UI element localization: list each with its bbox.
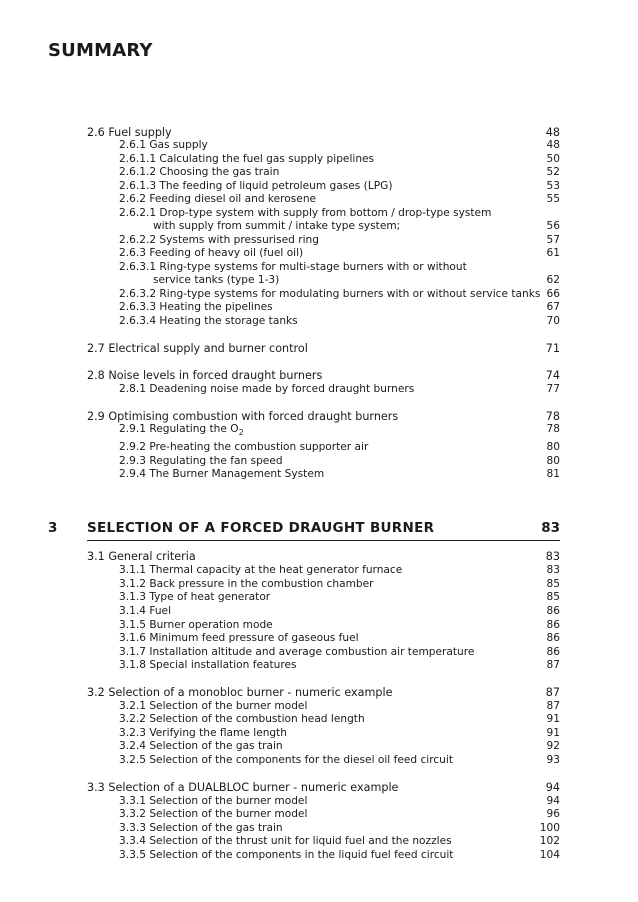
toc-page: 102 [539, 835, 560, 847]
toc-label: 3.3 Selection of a DUALBLOC burner - numeric example [87, 781, 399, 794]
toc-page: 83 [545, 550, 560, 563]
toc-label: 3.2.5 Selection of the components for the diesel oil feed circuit [119, 754, 453, 766]
toc-page: 53 [546, 180, 560, 192]
toc-page: 100 [539, 822, 560, 834]
toc-page: 91 [546, 713, 560, 725]
toc-page: 86 [546, 632, 560, 644]
toc-page: 104 [539, 849, 560, 861]
toc-page: 48 [545, 126, 560, 139]
toc-page: 86 [546, 619, 560, 631]
toc-label: 3.3.1 Selection of the burner model [119, 795, 308, 807]
toc-label: 3.2.1 Selection of the burner model [119, 700, 308, 712]
toc-label: 3.2 Selection of a monobloc burner - numeric example [87, 686, 393, 699]
toc-label: 3.3.5 Selection of the components in the liquid fuel feed circuit [119, 849, 454, 861]
toc-label: 2.9.4 The Burner Management System [119, 468, 325, 480]
toc-label: 2.6.2 Feeding diesel oil and kerosene [119, 193, 317, 205]
toc-page: 52 [546, 166, 560, 178]
toc-label: service tanks (type 1-3) [153, 274, 280, 286]
toc-page: 87 [545, 686, 560, 699]
toc-page: 48 [546, 139, 560, 151]
toc-page: 67 [546, 301, 560, 313]
toc-page: 96 [546, 808, 560, 820]
toc-label: 3.1.7 Installation altitude and average combustion air temperature [119, 646, 475, 658]
toc-page: 71 [545, 342, 560, 355]
toc-page: 94 [546, 795, 560, 807]
toc-page: 86 [546, 646, 560, 658]
toc-label: 3.1.6 Minimum feed pressure of gaseous fuel [119, 632, 359, 644]
toc-label: 2.6.2.1 Drop-type system with supply from bottom / drop-type system [119, 207, 492, 219]
toc-page: 91 [546, 727, 560, 739]
toc-label: 2.6.1.1 Calculating the fuel gas supply pipelines [119, 153, 375, 165]
toc-page: 66 [546, 288, 560, 300]
toc-label: 2.7 Electrical supply and burner control [87, 342, 308, 355]
toc-label: 2.6.3.2 Ring-type systems for modulating burners with or without service tanks [119, 288, 541, 300]
toc-page: 74 [545, 369, 560, 382]
toc-label: 2.6.2.2 Systems with pressurised ring [119, 234, 319, 246]
toc-page: 80 [546, 441, 560, 453]
chapter-title: SELECTION OF A FORCED DRAUGHT BURNER [87, 520, 435, 536]
toc-page: 50 [546, 153, 560, 165]
toc-label: 3.2.4 Selection of the gas train [119, 740, 283, 752]
toc-page: 77 [546, 383, 560, 395]
toc-label: 3.1.5 Burner operation mode [119, 619, 273, 631]
toc-page: 86 [546, 605, 560, 617]
toc-label: 2.9 Optimising combustion with forced draught burners [87, 410, 399, 423]
toc-label: 3.1.1 Thermal capacity at the heat generator furnace [119, 564, 403, 576]
toc-page: 85 [546, 591, 560, 603]
toc-page: 87 [546, 659, 560, 671]
toc-label: 3.2.3 Verifying the flame length [119, 727, 288, 739]
toc-page: 56 [546, 220, 560, 232]
toc-page: 78 [545, 410, 560, 423]
toc-page: 83 [546, 564, 560, 576]
toc-page: 93 [546, 754, 560, 766]
toc-label: 3.1.8 Special installation features [119, 659, 297, 671]
toc-page: 92 [546, 740, 560, 752]
toc-label: 2.6.1.2 Choosing the gas train [119, 166, 280, 178]
toc-page: 62 [546, 274, 560, 286]
toc-label: 2.6.1 Gas supply [119, 139, 208, 151]
toc-page: 80 [546, 455, 560, 467]
toc-label: 2.6.3.3 Heating the pipelines [119, 301, 273, 313]
chapter-page: 83 [541, 520, 560, 536]
toc-label: 2.6.3.1 Ring-type systems for multi-stage burners with or without [119, 261, 467, 273]
toc-label: 2.6.3.4 Heating the storage tanks [119, 315, 298, 327]
toc-label: 3.3.2 Selection of the burner model [119, 808, 308, 820]
toc-page: 94 [545, 781, 560, 794]
toc-label: 2.6 Fuel supply [87, 126, 172, 139]
toc-label: 3.2.2 Selection of the combustion head length [119, 713, 365, 725]
toc-label: 2.9.3 Regulating the fan speed [119, 455, 283, 467]
toc-label: 2.8 Noise levels in forced draught burners [87, 369, 323, 382]
chapter-number: 3 [48, 520, 58, 536]
toc-page: 87 [546, 700, 560, 712]
toc-label: 3.3.3 Selection of the gas train [119, 822, 283, 834]
chapter-divider [87, 540, 560, 541]
toc-label: 3.1.3 Type of heat generator [119, 591, 271, 603]
toc-label: with supply from summit / intake type system; [153, 220, 401, 232]
toc-page: 57 [546, 234, 560, 246]
toc-label: 2.6.1.3 The feeding of liquid petroleum gases (LPG) [119, 180, 393, 192]
toc-label: 3.1 General criteria [87, 550, 196, 563]
toc-page: 81 [546, 468, 560, 480]
toc-label: 3.1.2 Back pressure in the combustion chamber [119, 578, 374, 590]
toc-page: 61 [546, 247, 560, 259]
page-title: SUMMARY [48, 40, 153, 61]
toc-page: 78 [546, 423, 560, 435]
toc-label: 2.9.2 Pre-heating the combustion supporter air [119, 441, 369, 453]
toc-label: 2.9.1 Regulating the O [119, 423, 239, 435]
toc-page: 55 [546, 193, 560, 205]
toc-label: 3.3.4 Selection of the thrust unit for liquid fuel and the nozzles [119, 835, 452, 847]
toc-label: 2.8.1 Deadening noise made by forced draught burners [119, 383, 415, 395]
toc-label-subscript: 2 [238, 428, 244, 437]
toc-label: 3.1.4 Fuel [119, 605, 172, 617]
toc-page: 70 [546, 315, 560, 327]
toc-page: 85 [546, 578, 560, 590]
toc-label: 2.6.3 Feeding of heavy oil (fuel oil) [119, 247, 304, 259]
